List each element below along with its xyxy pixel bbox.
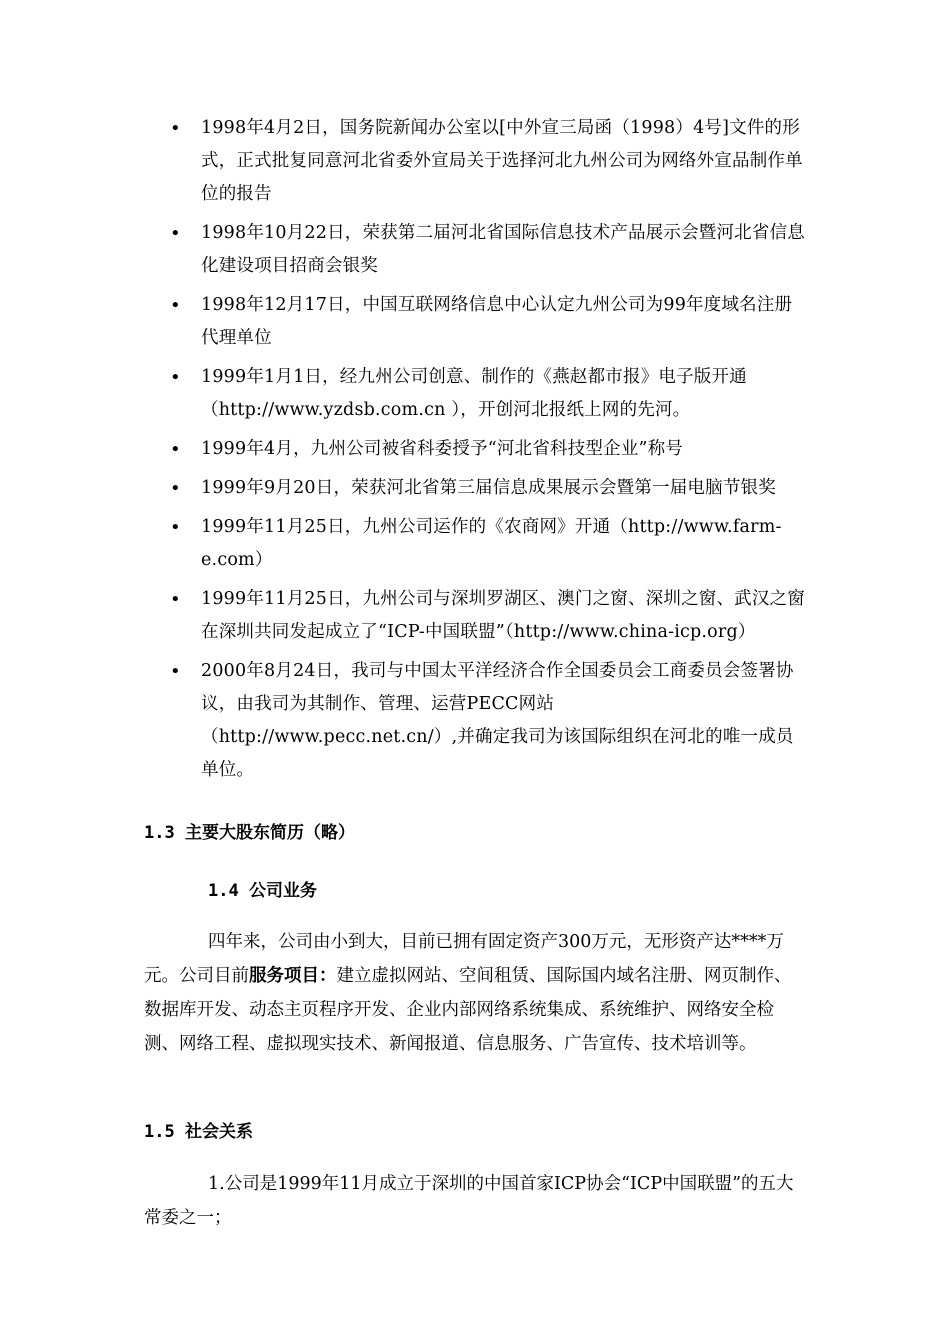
list-item bbox=[0, 472, 806, 505]
section-heading-1-5: 1.5 社会关系 bbox=[144, 1122, 253, 1142]
list-item-text: 1999年11月25日，九州公司与深圳罗湖区、澳门之窗、深圳之窗、武汉之窗在深圳共同发起成立了“ICP-中国联盟”（http://www.china-icp.org） bbox=[201, 589, 805, 642]
list-item bbox=[0, 289, 806, 355]
bullet-icon: • bbox=[170, 661, 181, 682]
bullet-icon: • bbox=[170, 118, 181, 139]
bullet-icon: • bbox=[170, 223, 181, 244]
business-text-services: 建立虚拟网站、空间租赁、国际国内域名注册、网页制作、数据库开发、动态主页程序开发、企业内部网络系统集成、系统维护、网络安全检测、网络工程、虚拟现实技术、新闻报道、信息服务、广告宣传、技术培训等。 bbox=[144, 966, 792, 1054]
list-item bbox=[0, 361, 806, 427]
bullet-icon: • bbox=[170, 517, 181, 538]
list-item-text: 1998年4月2日，国务院新闻办公室以[中外宣三局函（1998）4号]文件的形式，正式批复同意河北省委外宣局关于选择河北九州公司为网络外宣品制作单位的报告 bbox=[201, 118, 803, 204]
list-item-text: 2000年8月24日，我司与中国太平洋经济合作全国委员会工商委员会签署协议，由我司为其制作、管理、运营PECC网站（http://www.pecc.net.cn/）,并确定我司为该国际组织在河北的唯一成员单位。 bbox=[201, 661, 794, 780]
bullet-icon: • bbox=[170, 367, 181, 388]
bullet-icon: • bbox=[170, 295, 181, 316]
business-text-intro: 四年来，公司由小到大，目前已拥有固定资产300万元，无形资产达****万元。公司目前 bbox=[144, 932, 784, 986]
service-items-label: 服务项目： bbox=[249, 966, 337, 986]
bullet-icon: • bbox=[170, 439, 181, 460]
list-item-text: 1998年10月22日，荣获第二届河北省国际信息技术产品展示会暨河北省信息化建设项目招商会银奖 bbox=[201, 223, 805, 276]
list-item-text: 1998年12月17日，中国互联网络信息中心认定九州公司为99年度域名注册代理单位 bbox=[201, 295, 793, 348]
section-heading-1-3: 1.3 主要大股东简历（略） bbox=[144, 823, 355, 843]
list-item bbox=[0, 511, 806, 577]
list-item bbox=[0, 655, 806, 787]
list-item bbox=[0, 433, 806, 466]
list-item-text: 1999年9月20日，荣获河北省第三届信息成果展示会暨第一届电脑节银奖 bbox=[201, 478, 776, 498]
milestone-list bbox=[0, 112, 806, 793]
business-paragraph bbox=[144, 925, 804, 1061]
list-item bbox=[0, 217, 806, 283]
list-item bbox=[0, 583, 806, 649]
list-item bbox=[0, 112, 806, 211]
social-relations-paragraph: 1.公司是1999年11月成立于深圳的中国首家ICP协会“ICP中国联盟”的五大常委之一； bbox=[144, 1174, 794, 1228]
list-item-text: 1999年11月25日，九州公司运作的《农商网》开通（http://www.farm-e.com） bbox=[201, 517, 782, 570]
bullet-icon: • bbox=[170, 478, 181, 499]
list-item-text: 1999年4月，九州公司被省科委授予“河北省科技型企业”称号 bbox=[201, 439, 684, 459]
list-item-text: 1999年1月1日，经九州公司创意、制作的《燕赵都市报》电子版开通（http://www.yzdsb.com.cn ），开创河北报纸上网的先河。 bbox=[201, 367, 747, 420]
section-heading-1-4: 1.4 公司业务 bbox=[208, 881, 317, 901]
bullet-icon: • bbox=[170, 589, 181, 610]
